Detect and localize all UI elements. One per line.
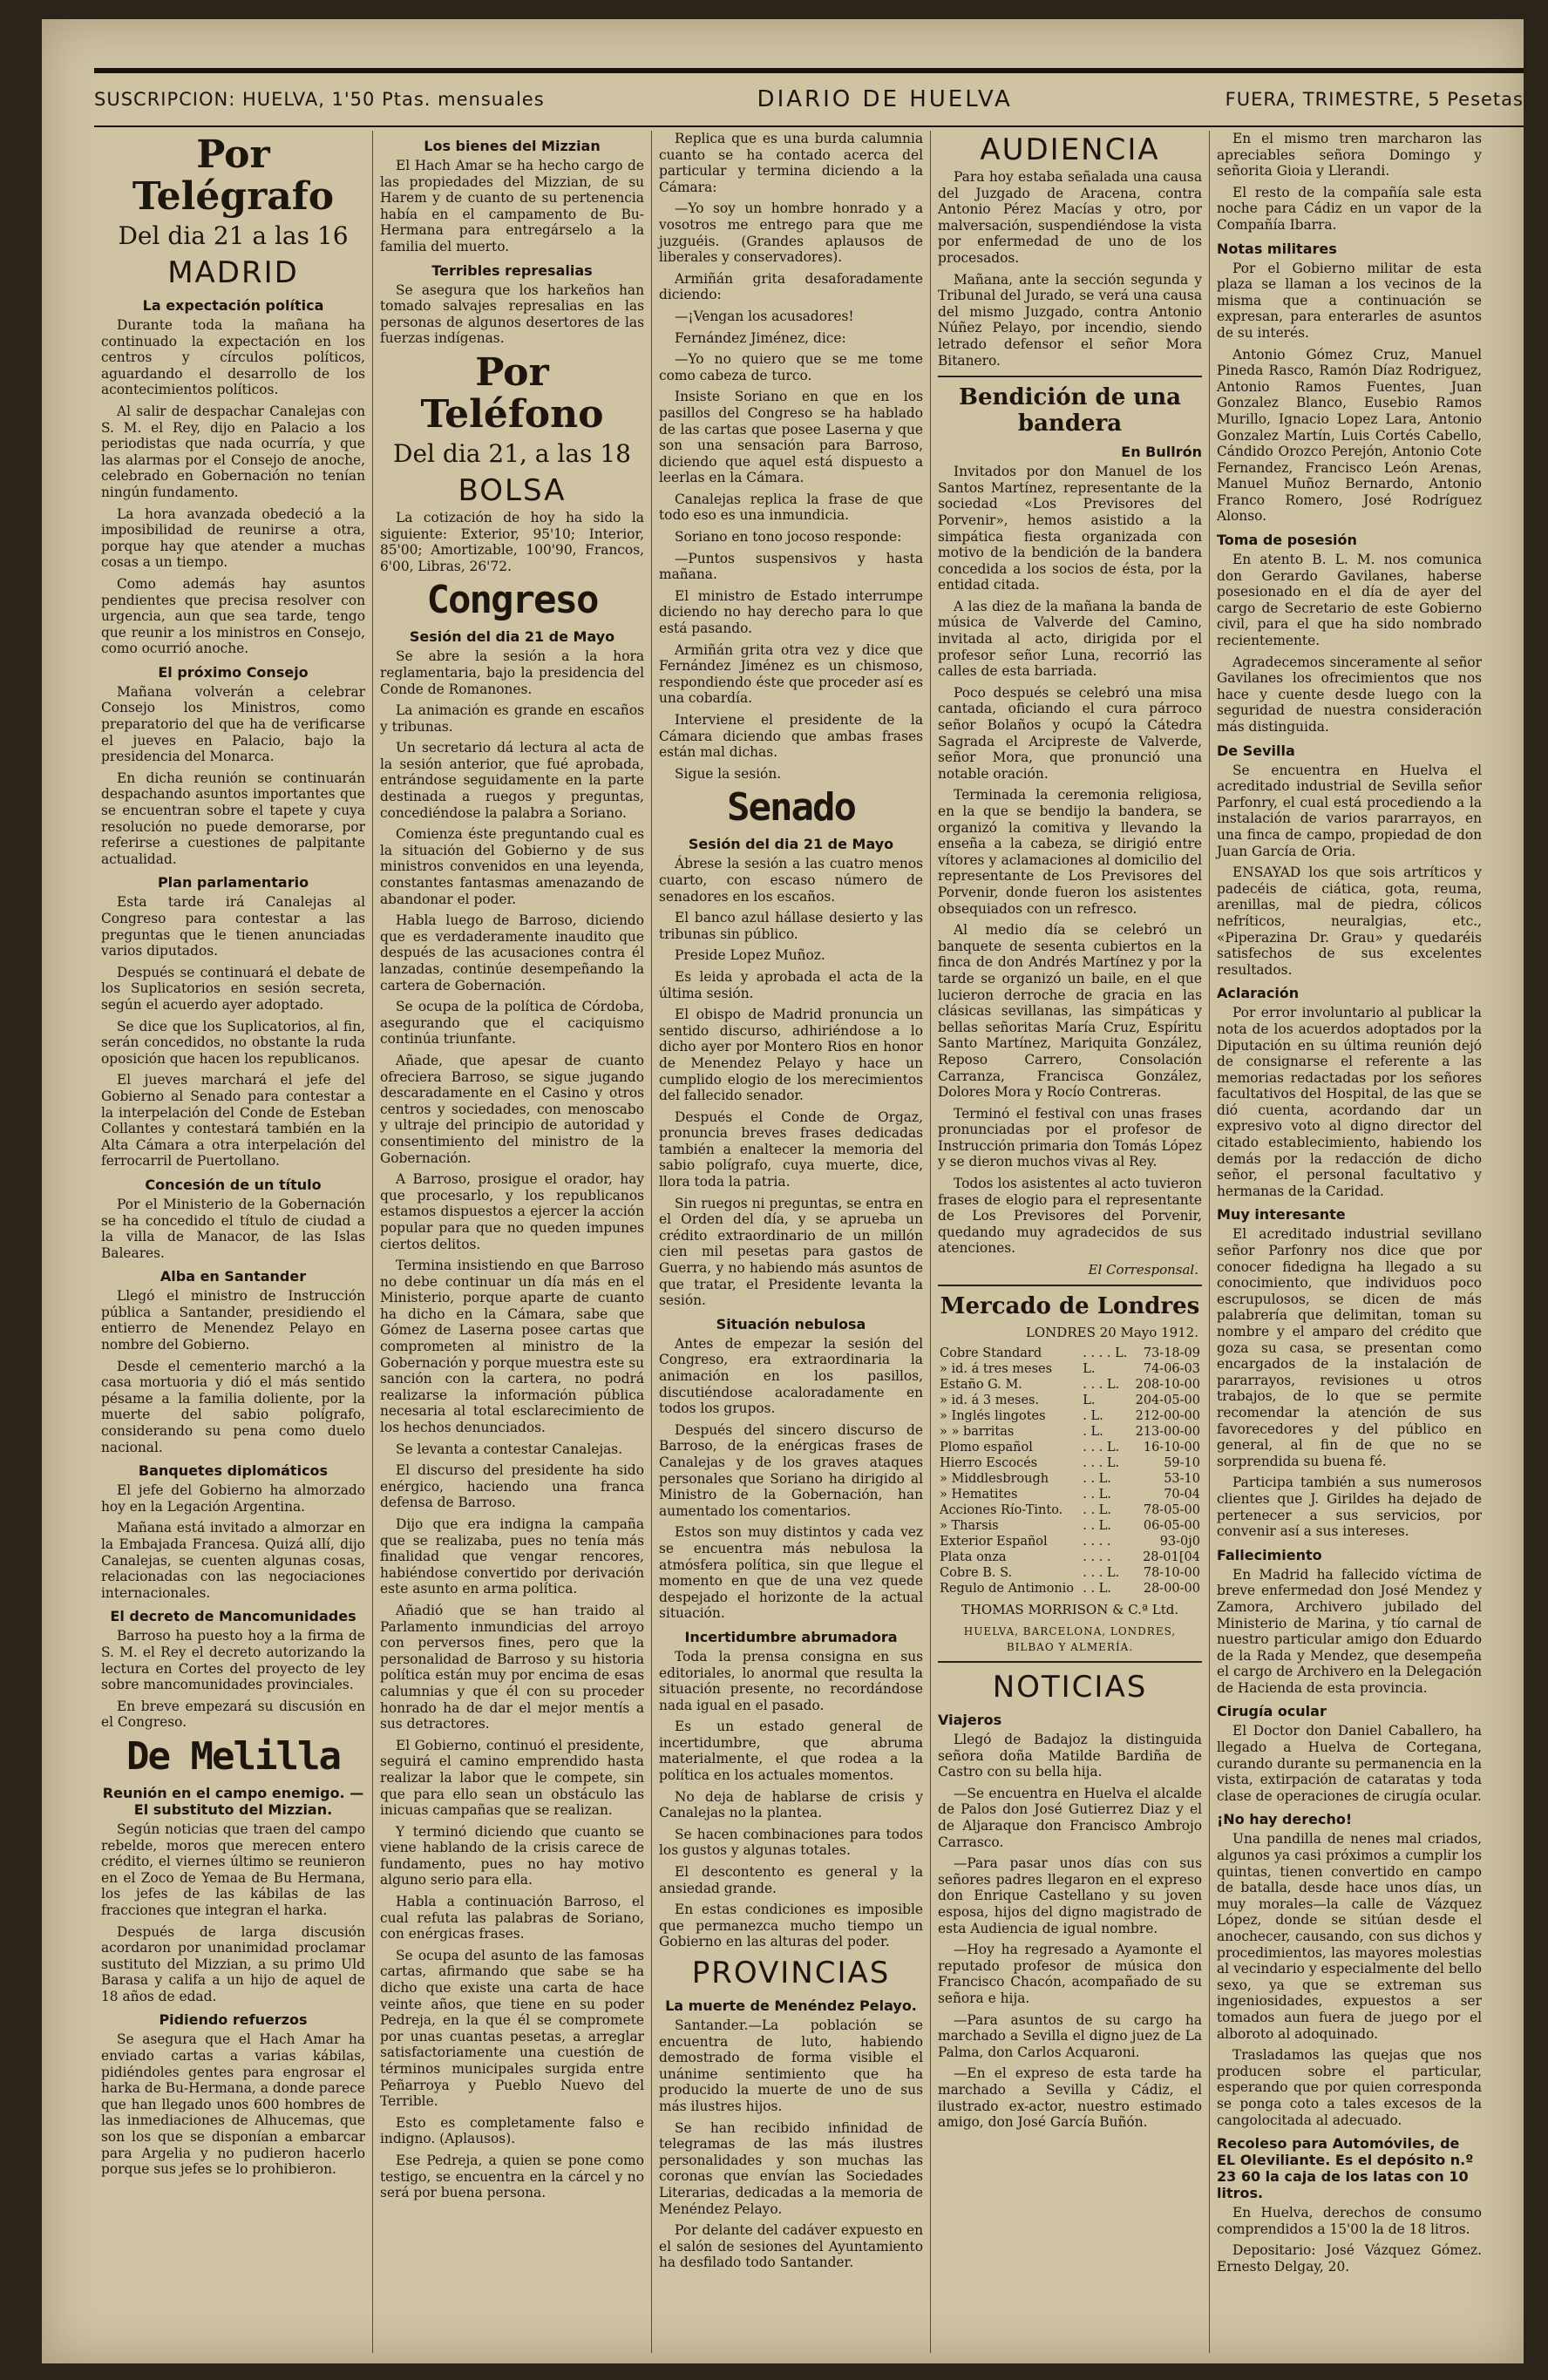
paragraph: Comienza éste preguntando cual es la situación del Gobierno y de sus ministros convenidos en una leyenda, constantes fantasmas amenazando de abandonar el poder. — [380, 826, 644, 907]
paragraph: Es leida y aprobada el acta de la última sesión. — [659, 968, 923, 1001]
paragraph: Habla luego de Barroso, diciendo que es verdaderamente inaudito que después de las acusaciones contra él lanzadas, continúe desempeñando la cartera de Gobernación. — [380, 912, 644, 993]
paragraph: Estos son muy distintos y cada vez se encuentra más nebulosa la atmósfera política, sin que llegue el momento en que de una vez quede despejado el horizonte de la actual situación. — [659, 1524, 923, 1622]
column-5 — [1210, 131, 1489, 2353]
paragraph: Después del sincero discurso de Barroso, de la enérgicas frases de Canalejas y de los graves ataques personales que Soriano ha dirigido al Ministro de la Gobernación, han aumentado los comentarios. — [659, 1421, 923, 1519]
market-price: 53-10 — [1164, 1472, 1200, 1487]
article-heading: Sesión del dia 21 de Mayo — [409, 628, 615, 646]
market-row — [938, 1346, 1202, 1361]
market-price: 93-0j0 — [1159, 1535, 1200, 1549]
paragraph: Como además hay asuntos pendientes que precisa resolver con urgencia, aun que sea tarde, tengo que reunir a los ministros en Consejo, como ocurrió anoche. — [101, 575, 365, 657]
paragraph: Sin ruegos ni preguntas, se entra en el Orden del día, y se aprueba un crédito extraordinario de un millón cien mil pesetas para gastos de Guerra, y no habiendo más asuntos de que tratar, el Presidente levanta la sesión. — [659, 1195, 923, 1309]
section-title-mercado: Mercado de Londres — [940, 1293, 1200, 1320]
market-unit: L. — [1083, 1393, 1096, 1408]
market-item: » Inglés lingotes — [940, 1409, 1046, 1424]
paragraph: —Para asuntos de su cargo ha marchado a Sevilla el digno juez de La Palma, don Carlos Acquaroni. — [938, 2011, 1202, 2060]
market-table — [938, 1346, 1202, 1597]
paragraph: Mañana está invitado a almorzar en la Embajada Francesa. Quizá allí, dijo Canalejas, se cuenten algunas cosas, relacionadas con las negociaciones internacionales. — [101, 1520, 365, 1601]
paragraph: Después el Conde de Orgaz, pronuncia breves frases dedicadas también a enaltecer la memoria del sabio polígrafo, cuya muerte, dice, llora toda la patria. — [659, 1109, 923, 1190]
article-heading: Cirugía ocular — [1217, 1703, 1327, 1720]
market-unit: . . L. — [1083, 1519, 1111, 1534]
paragraph: —Puntos suspensivos y hasta mañana. — [659, 550, 923, 583]
paragraph: El obispo de Madrid pronuncia un sentido discurso, adhiriéndose a lo dicho ayer por Montero Rios en honor de Menendez Pelayo y hace un cumplido elogio de los merecimientos del fallecido senador. — [659, 1007, 923, 1104]
market-unit: . . L. — [1083, 1472, 1111, 1487]
paragraph: Durante toda la mañana ha continuado la expectación en los centros y círculos políticos, aguardando el desarrollo de los acontecimientos políticos. — [101, 317, 365, 398]
paragraph: Terminó el festival con unas frases pronunciadas por el profesor de Instrucción primaria don Tomás López y se dieron muchos vivas al Rey. — [938, 1105, 1202, 1170]
paragraph: El descontento es general y la ansiedad grande. — [659, 1864, 923, 1896]
paragraph: Se abre la sesión a la hora reglamentaria, bajo la presidencia del Conde de Romanones. — [380, 648, 644, 697]
paragraph: Invitados por don Manuel de los Santos Martínez, representante de la sociedad «Los Previsores del Porvenir», hemos asistido a la simpática fiesta organizada con motivo de la bendición de la bandera concedida a los socios de ésta, por la entidad citada. — [938, 464, 1202, 593]
market-price: 73-18-09 — [1143, 1346, 1200, 1361]
dateline: Del dia 21 a las 16 — [118, 221, 349, 250]
paragraph: Es un estado general de incertidumbre, que abruma materialmente, el que rodea a la política en los actuales momentos. — [659, 1719, 923, 1784]
article-heading: Viajeros — [938, 1712, 1002, 1729]
paragraph: Preside Lopez Muñoz. — [675, 947, 825, 964]
paragraph: Llegó de Badajoz la distinguida señora doña Matilde Bardiña de Castro con su bella hija. — [938, 1732, 1202, 1780]
paragraph: El banco azul hállase desierto y las tribunas sin público. — [659, 910, 923, 942]
divider — [938, 376, 1202, 377]
market-unit: . . L. — [1083, 1503, 1111, 1518]
paragraph: Se han recibido infinidad de telegramas de las más ilustres personalidades y son muchas las coronas que envían las Sociedades Literarias, dedicadas a la memoria de Menéndez Pelayo. — [659, 2119, 923, 2217]
paragraph: Canalejas replica la frase de que todo eso es una inmundicia. — [659, 491, 923, 524]
article-heading: Toma de posesión — [1217, 532, 1357, 549]
article-heading: La expectación política — [142, 297, 324, 314]
newspaper-title: DIARIO DE HUELVA — [757, 86, 1013, 112]
market-item: Estaño G. M. — [940, 1378, 1022, 1393]
paragraph: En dicha reunión se continuarán despachando asuntos importantes que se encuentran sobre el tapete y cuya resolución no puede demorarse, por referirse a cuestiones de palpitante actualidad. — [101, 770, 365, 867]
market-unit: L. — [1083, 1362, 1096, 1377]
article-heading: Sesión del dia 21 de Mayo — [688, 836, 894, 853]
market-price: 59-10 — [1164, 1456, 1200, 1471]
paragraph: Por delante del cadáver expuesto en el salón de sesiones del Ayuntamiento ha desfilado todo Santander. — [659, 2222, 923, 2271]
paragraph: Una pandilla de nenes mal criados, algunos ya casi próximos a cumplir los quintas, tienen convertido en campo de batalla, desde hace unos días, un muy morales—la calle de Vázquez López, donde se sitúan desde el anochecer, causando, con sus dichos y procedimientos, las mayores molestias al vecindario y especialmente del bello sexo, ya que se extreman sus ingeniosidades, expuestos a ser tomados aun fuera de juego por el alboroto al adoquinado. — [1217, 1831, 1482, 2042]
article-heading: Plan parlamentario — [157, 874, 309, 892]
paragraph: Antes de empezar la sesión del Congreso, era extraordinaria la animación en los pasillos, discutiéndose acaloradamente en todos los grupos. — [659, 1335, 923, 1417]
section-title-congreso: Congreso — [426, 578, 598, 623]
market-row — [938, 1393, 1202, 1408]
market-price: 70-04 — [1164, 1488, 1200, 1502]
paragraph: Participa también a sus numerosos clientes que J. Girildes ha dejado de pertenecer a sus servicios, por convenir así a sus intereses. — [1217, 1475, 1482, 1540]
paragraph: En breve empezará su discusión en el Congreso. — [101, 1698, 365, 1731]
paragraph: Replica que es una burda calumnia cuanto se ha contado acerca del particular y termina diciendo a la Cámara: — [659, 131, 923, 195]
market-price: 16-10-00 — [1143, 1441, 1200, 1455]
masthead — [94, 68, 1524, 127]
city-heading: MADRID — [167, 255, 299, 290]
section-title-bendicion: Bendición de una bandera — [959, 384, 1181, 437]
paragraph: Esto es completamente falso e indigno. (Aplausos). — [380, 2114, 644, 2147]
market-price: 212-00-00 — [1135, 1409, 1200, 1424]
market-item: » Hematites — [940, 1488, 1018, 1502]
article-heading: El próximo Consejo — [158, 663, 309, 681]
market-unit: . L. — [1083, 1409, 1103, 1424]
paragraph: El jefe del Gobierno ha almorzado hoy en la Legación Argentina. — [101, 1482, 365, 1515]
paragraph: Un secretario dá lectura al acta de la sesión anterior, que fué aprobada, entrándose seguidamente en la parte destinada a ruegos y preguntas, concediéndose la palabra a Soriano. — [380, 740, 644, 821]
market-row — [938, 1549, 1202, 1565]
paragraph: —Hoy ha regresado a Ayamonte el reputado profesor de música don Francisco Chacón, acompañado de su señora e hija. — [938, 1942, 1202, 2006]
paragraph: Termina insistiendo en que Barroso no debe continuar un día más en el Ministerio, porque aparte de cuanto ha dicho en la Cámara, sabe que Gómez de Laserna posee cartas que comprometen al ministro de la Gobernación y porque muestra este su sanción con la cartera, no podrá realizarse la información pública necesaria al total esclarecimiento de los hechos denunciados. — [380, 1258, 644, 1436]
column-1 — [94, 131, 373, 2353]
signature: El Corresponsal. — [1088, 1262, 1198, 1278]
paragraph: Para hoy estaba señalada una causa del Juzgado de Aracena, contra Antonio Pérez Macías y otro, por malversación, suspendiéndose la vista por enfermedad de uno de los procesados. — [938, 169, 1202, 266]
paragraph: Se encuentra en Huelva el acreditado industrial de Sevilla señor Parfonry, el cual está procediendo a la instalación de varios pararrayos, en una finca de campo, propiedad de don Juan García de Oria. — [1217, 762, 1482, 859]
paragraph: Habla a continuación Barroso, el cual refuta las palabras de Soriano, con enérgicas frases. — [380, 1894, 644, 1943]
market-item: » id. á 3 meses. — [940, 1393, 1040, 1408]
market-row — [938, 1424, 1202, 1440]
paragraph: A Barroso, prosigue el orador, hay que procesarlo, y los republicanos estamos dispuestos a ejercer la acción popular para que no queden impunes ciertos delitos. — [380, 1171, 644, 1252]
market-item: Plomo español — [940, 1441, 1033, 1455]
market-price: 208-10-00 — [1135, 1378, 1200, 1393]
paragraph: El resto de la compañía sale esta noche para Cádiz en un vapor de la Compañía Ibarra. — [1217, 184, 1482, 233]
paragraph: A las diez de la mañana la banda de música de Valverde del Camino, invitada al acto, dirigida por el profesor señor Luna, recorrió las calles de esta barriada. — [938, 598, 1202, 680]
firm-cities: HUELVA, BARCELONA, LONDRES, BILBAO Y ALMERÍA. — [963, 1625, 1177, 1654]
column-2 — [373, 131, 652, 2353]
article-heading: La muerte de Menéndez Pelayo. — [665, 1997, 917, 2014]
market-row — [938, 1471, 1202, 1487]
paragraph: Se ocupa de la política de Córdoba, asegurando que el caciquismo continúa triunfante. — [380, 999, 644, 1048]
paragraph: Al salir de despachar Canalejas con S. M. el Rey, dijo en Palacio a los periodistas que nada ocurría, y que las alarmas por el Consejo de anoche, celebrado en Gobernación no tenían ningún fundamento. — [101, 403, 365, 500]
subscription-local: SUSCRIPCION: HUELVA, 1'50 Ptas. mensuales — [94, 89, 545, 110]
market-price: 204-05-00 — [1135, 1393, 1200, 1408]
paragraph: En Huelva, derechos de consumo comprendidos a 15'00 la de 18 litros. — [1217, 2205, 1482, 2237]
paragraph: Armiñán grita desaforadamente diciendo: — [659, 270, 923, 303]
section-title-telegrafo: Por Telégrafo — [132, 132, 335, 219]
paragraph: Armiñán grita otra vez y dice que Fernández Jiménez es un chismoso, respondiendo éste que proceder así es una cobardía. — [659, 641, 923, 707]
paragraph: Dijo que era indigna la campaña que se realizaba, pues no tenía más finalidad que vengar rencores, habiéndose convertido por derivación este asunto en arma política. — [380, 1516, 644, 1597]
columns — [94, 131, 1524, 2353]
market-item: Exterior Español — [940, 1535, 1048, 1549]
market-price: 06-05-00 — [1143, 1519, 1200, 1534]
market-item: Acciones Río-Tinto. — [940, 1503, 1063, 1518]
market-row — [938, 1502, 1202, 1518]
paragraph: Al medio día se celebró un banquete de sesenta cubiertos en la finca de don Andrés Martínez y por la tarde se organizó un baile, en el que lucieron derroche de gracia en las clásicas sevillanas, las simpáticas y bellas señoritas María Cruz, Espíritu Santo Martínez, Mariquita González, Reposo Carrero, Consolación Carranza, Francisca González, Dolores Mora y Rocío Contreras. — [938, 922, 1202, 1101]
paragraph: Ese Pedreja, a quien se pone como testigo, se encuentra en la cárcel y no será por buena persona. — [380, 2152, 644, 2201]
paragraph: En el mismo tren marcharon las apreciables señora Domingo y señorita Gioia y Llerandi. — [1217, 131, 1482, 180]
market-unit: . . L. — [1083, 1488, 1111, 1502]
section-title-provincias: PROVINCIAS — [691, 1956, 891, 1990]
paragraph: El Gobierno, continuó el presidente, seguirá el camino emprendido hasta realizar la labor que le compete, sin que para ello sean un obstáculo las inicuas campañas que se realizan. — [380, 1737, 644, 1819]
section-title-senado: Senado — [727, 785, 855, 831]
dateline: Del dia 21, a las 18 — [393, 438, 631, 468]
market-item: Hierro Escocés — [940, 1456, 1038, 1471]
market-row — [938, 1408, 1202, 1424]
paragraph: La animación es grande en escaños y tribunas. — [380, 702, 644, 735]
paragraph: Se asegura que el Hach Amar ha enviado cartas a varias kábilas, pidiéndoles gentes para engrosar el harka de Bu-Hermana, a donde parece que han llegado unos 600 hombres de las inmediaciones de Alhucemas, que son los que se disponían a embarcar para Argelia y no pudieron hacerlo porque sus jefes se lo prohibieron. — [101, 2031, 365, 2178]
section-title-noticias: NOTICIAS — [992, 1670, 1148, 1705]
paragraph: Añadió que se han traido al Parlamento inmundicias del arroyo con perversos fines, pero que la personalidad de Barroso y su historia política están muy por encima de esas calumnias y que él con su proceder honrado ha de dar el mejor mentís a sus detractores. — [380, 1602, 644, 1732]
article-heading: Los bienes del Mizzian — [424, 138, 601, 154]
article-heading: Incertidumbre abrumadora — [684, 1628, 898, 1645]
paragraph: Se levanta a contestar Canalejas. — [396, 1441, 623, 1457]
article-heading: Pidiendo refuerzos — [159, 2011, 308, 2029]
section-title-melilla: De Melilla — [126, 1733, 340, 1779]
paragraph: El Doctor don Daniel Caballero, ha llegado a Huelva de Cortegana, curando durante su permanencia en la vista, extirpación de cataratas y toda clase de operaciones de cirugía ocular. — [1217, 1723, 1482, 1804]
paragraph: Después se continuará el debate de los Suplicatorios en sesión secreta, según el acuerdo ayer adoptado. — [101, 964, 365, 1013]
market-unit: . . . . — [1083, 1535, 1111, 1549]
paragraph: Desde el cementerio marchó a la casa mortuoria y dió el más sentido pésame a la familia doliente, por la muerte del sabio polígrafo, considerando su pena como duelo nacional. — [101, 1358, 365, 1455]
market-unit: . . . L. — [1083, 1378, 1120, 1393]
paragraph: Llegó el ministro de Instrucción pública a Santander, presidiendo el entierro de Menendez Pelayo en nombre del Gobierno. — [101, 1288, 365, 1353]
market-row — [938, 1455, 1202, 1471]
paragraph: No deja de hablarse de crisis y Canalejas no la plantea. — [659, 1788, 923, 1821]
market-item: » Middlesbrough — [940, 1472, 1049, 1487]
paragraph: Fernández Jiménez, dice: — [675, 329, 846, 346]
market-item: » id. á tres meses — [940, 1362, 1053, 1377]
paragraph: El acreditado industrial sevillano señor Parfonry nos dice que por conocer fidedigna ha llegado a su conocimiento, que individuos poco escrupulosos, se dicen de más palabrería que delimitan, toman su nombre y el amparo del crédito que goza su casa, se presentan como encargados de la instalación de pararrayos, revisiones u otros trabajos, de lo que se permite recomendar la atención de sus favorecedores y del público en general, al fin de que no se sorprendida su buena fé. — [1217, 1226, 1482, 1469]
article-heading: Situación nebulosa — [716, 1315, 866, 1332]
paragraph: Añade, que apesar de cuanto ofreciera Barroso, se sigue jugando descaradamente en el Casino y otros centros y sociedades, con menoscabo y ultraje del principio de autoridad y consentimiento del ministro de la Gobernación. — [380, 1052, 644, 1166]
market-price: 28-00-00 — [1143, 1582, 1200, 1597]
paragraph: El discurso del presidente ha sido enérgico, haciendo una franca defensa de Barroso. — [380, 1462, 644, 1511]
market-item: Regulo de Antimonio — [940, 1582, 1075, 1597]
market-row — [938, 1518, 1202, 1534]
article-heading: Notas militares — [1217, 240, 1337, 257]
paragraph: —Yo soy un hombre honrado y a vosotros me entrego para que me juzguéis. (Grandes aplausos de liberales y conservadores). — [659, 200, 923, 266]
paragraph: El jueves marchará el jefe del Gobierno al Senado para contestar a la interpelación del Conde de Esteban Collantes y contestará también en la Alta Cámara a otra interpelación del ferrocarril de Puertollano. — [101, 1072, 365, 1170]
market-row — [938, 1581, 1202, 1597]
market-item: Cobre B. S. — [940, 1566, 1013, 1581]
market-unit: . L. — [1083, 1425, 1103, 1440]
divider — [938, 1661, 1202, 1663]
paragraph: Según noticias que traen del campo rebelde, moros que merecen entero crédito, el viernes último se reunieron en el Zoco de Yemaa de Bu Hermana, los jefes de las kábilas de las fracciones que integran el harka. — [101, 1821, 365, 1918]
paragraph: —Se encuentra en Huelva el alcalde de Palos don José Gutierrez Diaz y el de Aljaraque don Francisco Ambrojo Carrasco. — [938, 1785, 1202, 1850]
article-heading: Fallecimiento — [1217, 1546, 1322, 1563]
paragraph: La hora avanzada obedeció a la imposibilidad de reunirse a otra, porque hay que atender a muchas cosas a un tiempo. — [101, 505, 365, 571]
paragraph: —Para pasar unos días con sus señores padres llegaron en el expreso don Enrique Castellano y su joven esposa, hijos del digno magistrado de esta Audiencia de igual nombre. — [938, 1855, 1202, 1936]
market-item: Plata onza — [940, 1550, 1007, 1565]
paragraph: Trasladamos las quejas que nos producen sobre el particular, esperando que por quien corresponda se ponga coto a tales excesos de la cangolocitada al adecuado. — [1217, 2047, 1482, 2128]
paragraph: La cotización de hoy ha sido la siguiente: Exterior, 95'10; Interior, 85'00; Amortizable, 100'90, Francos, 6'00, Libras, 26'72. — [380, 509, 644, 574]
article-heading: Concesión de un título — [145, 1176, 322, 1193]
market-price: 78-05-00 — [1143, 1503, 1200, 1518]
paragraph: Se ocupa del asunto de las famosas cartas, afirmando que sabe se ha dicho que existe una carta de hace veinte años, que tiene en su poder Pedreja, en la que él se compromete por unas cuantas pesetas, a arreglar satisfactoriamente una cuestión de términos municipales surgida entre Peñarroya y Pueblo Nuevo del Terrible. — [380, 1947, 644, 2110]
paragraph: Después de larga discusión acordaron por unanimidad proclamar sustituto del Mizzian, a su primo Uld Barasa y califa a un hijo de aquel de 18 años de edad. — [101, 1923, 365, 2004]
paragraph: Poco después se celebró una misa cantada, oficiando el cura párroco señor Bolaños y ocupó la Cátedra Sagrada el Arcipreste de Valverde, señor Mora, que pronunció una notable oración. — [938, 684, 1202, 782]
bolsa-heading: BOLSA — [458, 472, 567, 508]
divider — [938, 1285, 1202, 1286]
paragraph: —¡Vengan los acusadores! — [675, 308, 854, 324]
paragraph: Por error involuntario al publicar la nota de los acuerdos adoptados por la Diputación en su última reunión dejó de consignarse el referente a las memorias redactadas por los señores facultativos del Hospital, de las que se dió cuenta, acordando dar un expresivo voto al digno director del citado establecimiento, habiendo los demás por la redacción de dicho señor, el personal facultativo y hermanas de la Caridad. — [1217, 1005, 1482, 1199]
paragraph: Sigue la sesión. — [675, 765, 782, 782]
market-unit: . . . . L. — [1083, 1346, 1128, 1361]
market-unit: . . L. — [1083, 1582, 1111, 1597]
paragraph: El ministro de Estado interrumpe diciendo no hay derecho para lo que está pasando. — [659, 587, 923, 637]
market-price: 28-01[04 — [1143, 1550, 1200, 1565]
market-date: LONDRES 20 Mayo 1912. — [1025, 1325, 1198, 1341]
article-heading: Muy interesante — [1217, 1206, 1346, 1224]
paragraph: Ábrese la sesión a las cuatro menos cuarto, con escaso número de senadores en los escaños. — [659, 856, 923, 905]
market-row — [938, 1361, 1202, 1377]
paragraph: Mañana, ante la sección segunda y Tribunal del Jurado, se verá una causa del mismo Juzgado, contra Antonio Núñez Pelayo, por incendio, siendo letrado defensor el señor Mora Bitanero. — [938, 271, 1202, 369]
paragraph: Todos los asistentes al acto tuvieron frases de elogio para el representante de Los Previsores del Porvenir, quedando muy agradecidos de sus atenciones. — [938, 1176, 1202, 1257]
place-heading: En Bullrón — [1121, 444, 1202, 461]
paragraph: Barroso ha puesto hoy a la firma de S. M. el Rey el decreto autorizando la lectura en Cortes del proyecto de ley sobre mancomunidades provinciales. — [101, 1628, 365, 1693]
paragraph: En estas condiciones es imposible que permanezca mucho tiempo un Gobierno en las alturas del poder. — [659, 1902, 923, 1950]
paragraph: Por el Gobierno militar de esta plaza se llaman a los vecinos de la misma que a continuación se expresan, para enterarles de asuntos de su interés. — [1217, 260, 1482, 341]
section-title-audiencia: AUDIENCIA — [980, 132, 1160, 167]
article-heading: Aclaración — [1217, 985, 1300, 1002]
market-item: Cobre Standard — [940, 1346, 1042, 1361]
paragraph: Esta tarde irá Canalejas al Congreso para contestar a las preguntas que le tienen anunciadas varios diputados. — [101, 894, 365, 959]
market-unit: . . . L. — [1083, 1566, 1120, 1581]
paragraph: Agradecemos sinceramente al señor Gavilanes los ofrecimientos que nos hace y cuente desde luego con la seguridad de nuestra consideración más distinguida. — [1217, 654, 1482, 735]
paragraph: ENSAYAD los que sois artríticos y padecéis de ciática, gota, reuma, arenillas, mal de piedra, cólicos nefríticos, neuralgias, etc., «Piperazina Dr. Grau» y quedaréis satisfechos de sus excelentes resultados. — [1217, 865, 1482, 978]
market-row — [938, 1534, 1202, 1549]
paragraph: Terminada la ceremonia religiosa, en la que se bendijo la bandera, se organizó la comitiva y llevando la enseña a la cabeza, se dirigió entre vítores y aclamaciones al domicilio del representante de Los Previsores del Porvenir, donde fueron los asistentes obsequiados con un refresco. — [938, 787, 1202, 917]
market-price: 213-00-00 — [1135, 1425, 1200, 1440]
market-unit: . . . L. — [1083, 1456, 1120, 1471]
paragraph: Se dice que los Suplicatorios, al fin, serán concedidos, no obstante la ruda oposición que hacen los republicanos. — [101, 1018, 365, 1067]
paragraph: Antonio Gómez Cruz, Manuel Pineda Rasco, Ramón Díaz Rodriguez, Antonio Ramos Fuentes, Juan Gonzalez Blanco, Eusebio Ramos Murillo, Ignacio Lopez Lara, Antonio Gonzalez Martín, Luis Cortés Cabello, Cándido Orozco Perejón, Antonio Cote Fernandez, Francisco León Arenas, Manuel Muñoz Bernardo, Antonio Franco Romero, José Rodríguez Alonso. — [1217, 346, 1482, 525]
article-heading: Recoleso para Automóviles, de EL Oleviliante. Es el depósito n.º 23 60 la caja de los latas con 10 litros. — [1217, 2135, 1474, 2202]
article-heading: Terribles represalias — [431, 261, 593, 279]
paragraph: En Madrid ha fallecido víctima de breve enfermedad don José Mendez y Zamora, Archivero jubilado del Ministerio de Marina, y tío carnal de nuestro particular amigo don Eduardo de la Rada y Mendez, que desempeña el cargo de Archivero en la Delegación de Hacienda de esta provincia. — [1217, 1566, 1482, 1696]
firm-name: THOMAS MORRISON & C.ª Ltd. — [961, 1602, 1179, 1618]
market-row — [938, 1440, 1202, 1455]
paragraph: Depositario: José Vázquez Gómez. Ernesto Delgay, 20. — [1217, 2242, 1482, 2275]
market-price: 78-10-00 — [1143, 1566, 1200, 1581]
market-item: » » barritas — [940, 1425, 1015, 1440]
subscription-outside: FUERA, TRIMESTRE, 5 Pesetas — [1225, 89, 1524, 110]
paragraph: Santander.—La población se encuentra de luto, habiendo demostrado de forma visible el unánime sentimiento que ha producido la muerte de uno de sus más ilustres hijos. — [659, 2017, 923, 2114]
paragraph: Mañana volverán a celebrar Consejo los Ministros, como preparatorio del que ha de verificarse el jueves en Palacio, bajo la presidencia del Monarca. — [101, 683, 365, 765]
column-4 — [931, 131, 1210, 2353]
paragraph: En atento B. L. M. nos comunica don Gerardo Gavilanes, haberse posesionado en el día de ayer del cargo de Secretario de este Gobierno civil, para el que ha sido nombrado recientemente. — [1217, 552, 1482, 649]
paragraph: —Yo no quiero que se me tome como cabeza de turco. — [659, 351, 923, 383]
paragraph: Interviene el presidente de la Cámara diciendo que ambas frases están mal dichas. — [659, 712, 923, 761]
market-item: » Tharsis — [940, 1519, 999, 1534]
article-heading: Banquetes diplomáticos — [138, 1462, 329, 1480]
article-heading: Alba en Santander — [160, 1268, 307, 1285]
newspaper-page — [42, 19, 1524, 2363]
market-row — [938, 1377, 1202, 1393]
paragraph: Insiste Soriano en que en los pasillos del Congreso se ha hablado de las cartas que posee Laserna y que son una sensación para Barroso, diciendo que aquel está dispuesto a leerlas en la Cámara. — [659, 389, 923, 486]
paragraph: El Hach Amar se ha hecho cargo de las propiedades del Mizzian, de su Harem y de cuanto de su pertenencia había en el campamento de Bu-Hermana para entregárselo a la familia del muerto. — [380, 158, 644, 254]
column-3 — [652, 131, 931, 2353]
paragraph: —En el expreso de esta tarde ha marchado a Sevilla y Cádiz, el ilustrado ex-actor, nuestro estimado amigo, don José García Buñón. — [938, 2065, 1202, 2131]
paragraph: Se asegura que los harkeños han tomado salvajes represalias en las personas de algunos desertores de las fuerzas indígenas. — [380, 281, 644, 347]
section-title-telefono: Por Teléfono — [420, 349, 604, 437]
market-unit: . . . . — [1083, 1550, 1111, 1565]
article-heading: Reunión en el campo enemigo. —El substituto del Mizzian. — [102, 1784, 364, 1818]
paragraph: Por el Ministerio de la Gobernación se ha concedido el título de ciudad a la villa de Manacor, de las Islas Baleares. — [101, 1196, 365, 1261]
market-row — [938, 1487, 1202, 1502]
market-price: 74-06-03 — [1143, 1362, 1200, 1377]
market-row — [938, 1565, 1202, 1581]
article-heading: El decreto de Mancomunidades — [110, 1608, 356, 1625]
paragraph: Toda la prensa consigna en sus editoriales, lo anormal que resulta la situación presente, no recordándose nada igual en el pasado. — [659, 1648, 923, 1713]
paragraph: Se hacen combinaciones para todos los gustos y algunas totales. — [659, 1826, 923, 1859]
paragraph: Y terminó diciendo que cuanto se viene hablando de la crisis carece de fundamento, pues no hay motivo alguno serio para ella. — [380, 1823, 644, 1888]
article-heading: ¡No hay derecho! — [1217, 1811, 1353, 1828]
market-unit: . . . L. — [1083, 1441, 1120, 1455]
article-heading: De Sevilla — [1217, 742, 1295, 759]
paragraph: Soriano en tono jocoso responde: — [675, 529, 902, 546]
